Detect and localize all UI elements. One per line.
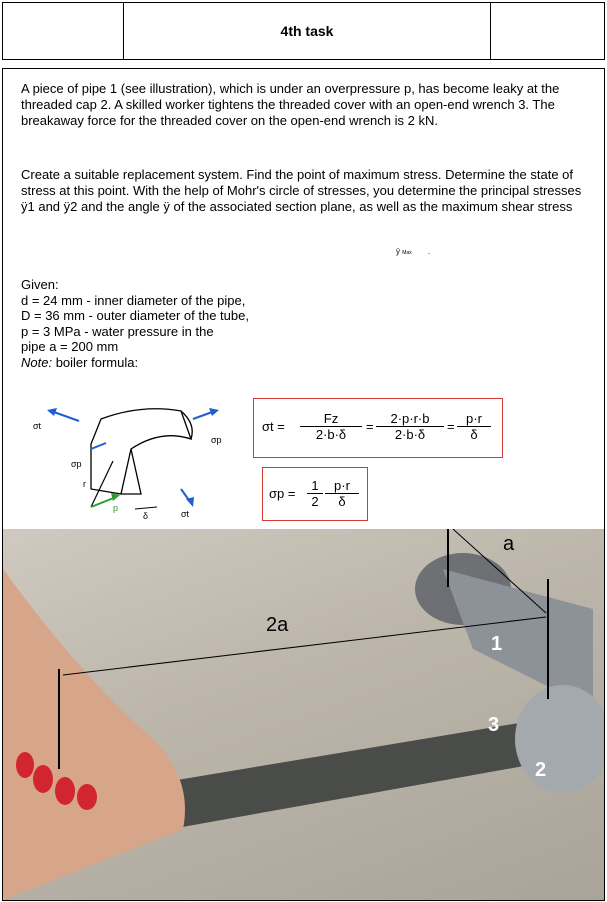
sigma-p-label-right: σp	[211, 435, 222, 445]
axial-stress-formula	[262, 467, 368, 521]
dimension-a-label: a	[503, 533, 515, 555]
thickness-label: δ	[143, 511, 149, 521]
sigma-t-symbol: σt =	[262, 419, 285, 434]
sigma-p-symbol: σp =	[269, 486, 296, 501]
given-line: pipe a = 200 mm	[21, 339, 119, 354]
fraction-pr-2: $\frac{p\cdot r}{\delta}$	[325, 478, 359, 509]
given-section	[21, 277, 249, 370]
fraction-half: $\frac{1}{2}$	[307, 478, 323, 509]
label-cap-2: 2	[535, 759, 547, 781]
task-title: 4th task	[280, 23, 334, 39]
task-box	[2, 68, 605, 901]
tau-max-symbol: ÿ Max .	[396, 247, 431, 256]
task-description: A piece of pipe 1 (see illustration), which is under an overpressure p, has become leaky at the threaded cap 2. A skilled worker tightens the threaded cover with an open-end wrench 3. The breakaway force for the threaded cover on the open-end wrench is 2 kN.	[21, 81, 560, 128]
task-instructions: Create a suitable replacement system. Find the point of maximum stress. Determine the state of stress at this point. With the help of Mohr's circle of stresses, you determine the principal stresses ÿ1 and ÿ2 and the angle ÿ of the associated section plane, as well as the maximum shear stress	[21, 167, 582, 214]
radius-label: r	[83, 479, 86, 489]
cap-2	[515, 685, 604, 793]
header-cell-center	[124, 3, 491, 59]
given-title: Given:	[21, 277, 59, 292]
sigma-p-label-left: σp	[71, 459, 82, 469]
hoop-stress-formula: σt = $\frac{Fz}{2\cdot b\cdot\delta}$ = $\frac{2\cdot p\cdot r\cdot b}{2\cdot b\cdot\delta}$ = $\frac{p\cdot r}{\delta}$	[253, 398, 503, 458]
pipe-segment-shape	[91, 409, 191, 494]
given-line: d = 24 mm - inner diameter of the pipe,	[21, 292, 246, 308]
fraction-fz: $\frac{Fz}{2\cdot b\cdot\delta}$	[300, 411, 362, 442]
label-wrench-3: 3	[488, 714, 500, 736]
header-cell-left	[3, 3, 124, 59]
label-pipe-1: 1	[491, 633, 503, 655]
pressure-label: p	[113, 503, 119, 513]
given-line: D = 36 mm - outer diameter of the tube,	[21, 308, 249, 323]
hand	[3, 569, 185, 900]
header-table	[2, 2, 605, 60]
note-line: Note: boiler formula:	[21, 354, 139, 370]
given-line: p = 3 MPa - water pressure in the	[21, 323, 214, 339]
sigma-t-label-bottom: σt	[181, 509, 190, 519]
wrench-photo	[3, 529, 604, 900]
sigma-t-label-left: σt	[33, 421, 42, 431]
dimension-2a-label: 2a	[266, 614, 289, 636]
pipe-element-diagram	[31, 399, 261, 529]
fraction-2prb: $\frac{2\cdot p\cdot r\cdot b}{2\cdot b\cdot\delta}$	[376, 411, 444, 442]
fraction-pr: $\frac{p\cdot r}{\delta}$	[457, 411, 491, 442]
